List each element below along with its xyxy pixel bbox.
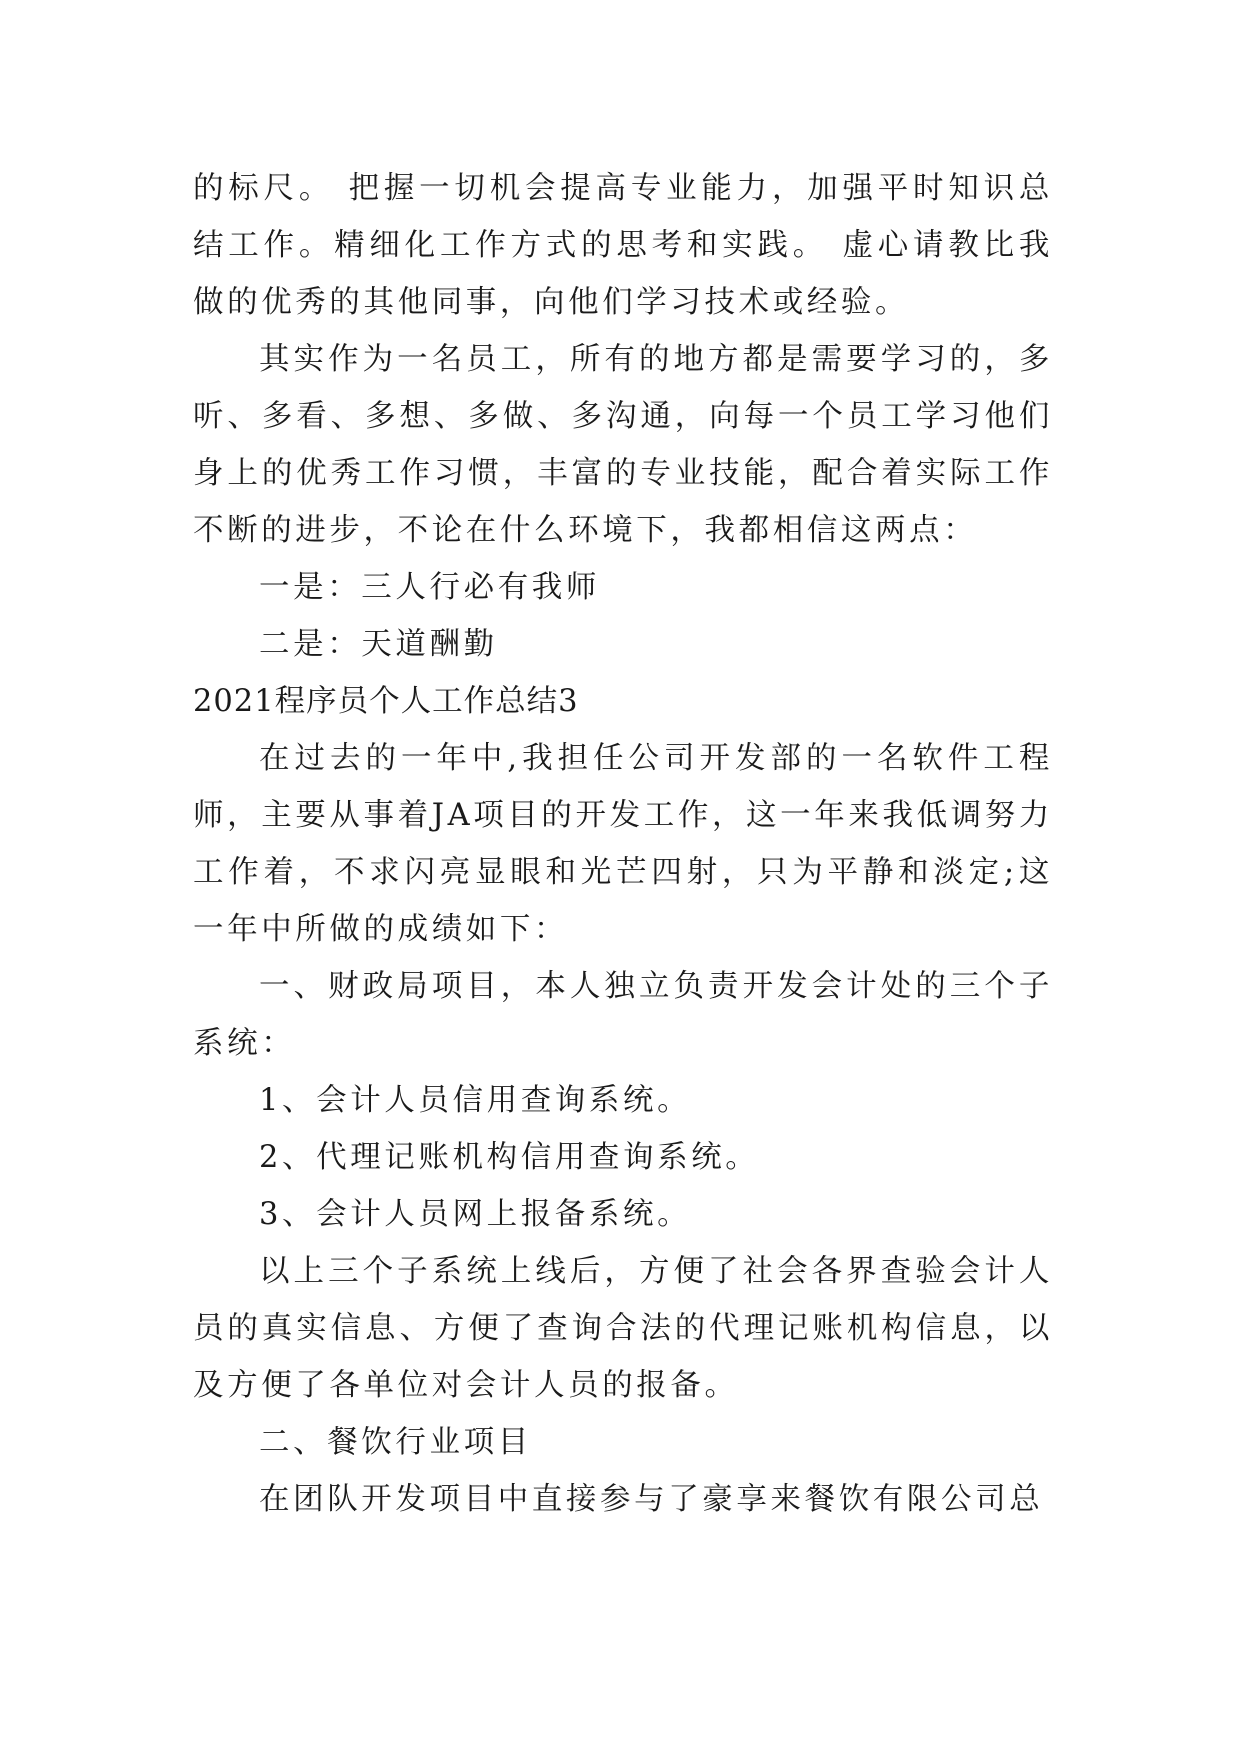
paragraph-point-one: 一是：三人行必有我师 — [259, 570, 600, 605]
list-item-2: 2、代理记账机构信用查询系统。 — [259, 1140, 760, 1175]
paragraph-intro: 在过去的一年中,我担任公司开发部的一名软件工程师，主要从事着JA项目的开发工作，这一年来我低调努力工作着，不求闪亮显眼和光芒四射，只为平静和淡定;这一年中所做的成绩如下： — [193, 741, 1053, 947]
document-page — [193, 160, 1053, 1528]
section-heading: 2021程序员个人工作总结3 — [193, 684, 579, 719]
paragraph-benefits: 以上三个子系统上线后，方便了社会各界查验会计人员的真实信息、方便了查询合法的代理记账机构信息，以及方便了各单位对会计人员的报备。 — [193, 1254, 1053, 1403]
paragraph-point-two: 二是：天道酬勤 — [259, 627, 498, 662]
paragraph-learning: 其实作为一名员工，所有的地方都是需要学习的，多听、多看、多想、多做、多沟通，向每一个员工学习他们身上的优秀工作习惯，丰富的专业技能，配合着实际工作不断的进步，不论在什么环境下，我都相信这两点： — [193, 342, 1053, 548]
paragraph-catering-project: 二、餐饮行业项目 — [259, 1425, 532, 1460]
paragraph-continued: 的标尺。 把握一切机会提高专业能力，加强平时知识总结工作。精细化工作方式的思考和实践。 虚心请教比我做的优秀的其他同事，向他们学习技术或经验。 — [193, 171, 1053, 320]
list-item-3: 3、会计人员网上报备系统。 — [259, 1197, 692, 1232]
list-item-1: 1、会计人员信用查询系统。 — [259, 1083, 692, 1118]
paragraph-finance-project: 一、财政局项目，本人独立负责开发会计处的三个子系统： — [193, 969, 1053, 1061]
paragraph-team-dev: 在团队开发项目中直接参与了豪享来餐饮有限公司总 — [259, 1482, 1044, 1517]
